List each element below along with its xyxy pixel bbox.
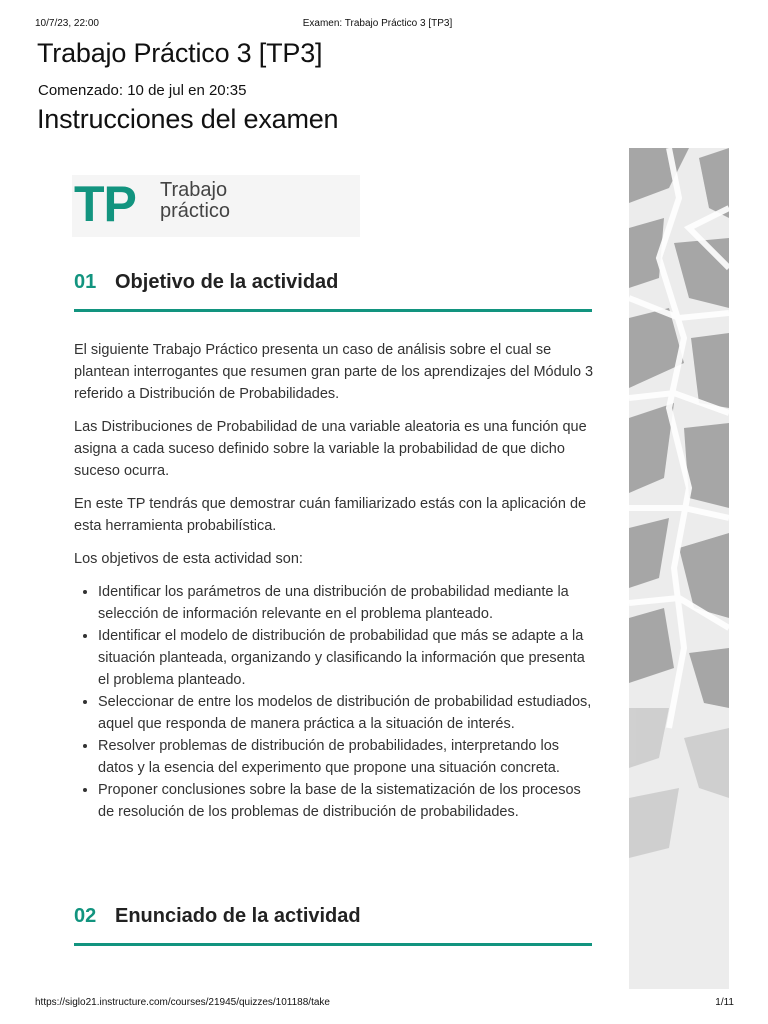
logo-caption: [160, 180, 230, 222]
objective-item: • Identificar el modelo de distribución de probabilidad que más se adapte a la situación planteada, organizando y clasificando la información que presenta el problema planteado.: [98, 625, 596, 691]
logo-caption-line1: Trabajo: [160, 179, 228, 201]
instructions-heading: Instrucciones del examen: [37, 104, 339, 134]
paragraph: Las Distribuciones de Probabilidad de una variable aleatoria es una función que asigna a cada suceso definido sobre la variable la probabilidad de que dicho suceso ocurra.: [74, 419, 587, 479]
section-title: Enunciado de la actividad: [115, 905, 361, 927]
tp-logo: [72, 175, 360, 237]
decorative-banner-image: [629, 148, 729, 989]
paragraph: El siguiente Trabajo Práctico presenta un caso de análisis sobre el cual se plantean interrogantes que resumen gran parte de los aprendizajes del Módulo 3 referido a Distribución de Probabilidades.: [74, 342, 594, 402]
page-number: 1/11: [715, 997, 734, 1008]
section-number: 02: [74, 905, 97, 927]
objective-item: • Seleccionar de entre los modelos de distribución de probabilidad estudiados, aquel que responda de manera práctica a la situación de interés.: [98, 691, 596, 735]
section-objetivo-content: [74, 339, 596, 823]
print-datetime: 10/7/23, 22:00: [35, 18, 99, 29]
print-header: [35, 18, 720, 32]
objective-item: • Resolver problemas de distribución de probabilidades, interpretando los datos y la esencia del experimento que propone una situación concreta.: [98, 735, 596, 779]
objectives-list: [74, 581, 596, 823]
paragraph: En este TP tendrás que demostrar cuán familiarizado estás con la aplicación de esta herramienta probabilística.: [74, 496, 587, 534]
architecture-graphic: [629, 148, 729, 989]
paragraph: Los objetivos de esta actividad son:: [74, 551, 303, 567]
section-number: 01: [74, 271, 97, 293]
objective-item: • Proponer conclusiones sobre la base de la sistematización de los procesos de resolución de los problemas de distribución de probabilidades.: [98, 779, 596, 823]
logo-caption-line2: práctico: [160, 200, 231, 222]
page-url: https://siglo21.instructure.com/courses/21945/quizzes/101188/take: [35, 997, 330, 1008]
section-header-enunciado: [74, 905, 592, 946]
print-doc-title: Examen: Trabajo Práctico 3 [TP3]: [302, 18, 453, 29]
objective-item: • Identificar los parámetros de una distribución de probabilidad mediante la selección de información relevante en el problema planteado.: [98, 581, 596, 625]
section-header-objetivo: [74, 271, 592, 312]
started-timestamp: Comenzado: 10 de jul en 20:35: [38, 82, 247, 99]
logo-tp-letters: TP: [74, 176, 136, 232]
section-title: Objetivo de la actividad: [115, 271, 339, 293]
quiz-title: Trabajo Práctico 3 [TP3]: [37, 38, 323, 68]
print-footer: [35, 997, 734, 1011]
